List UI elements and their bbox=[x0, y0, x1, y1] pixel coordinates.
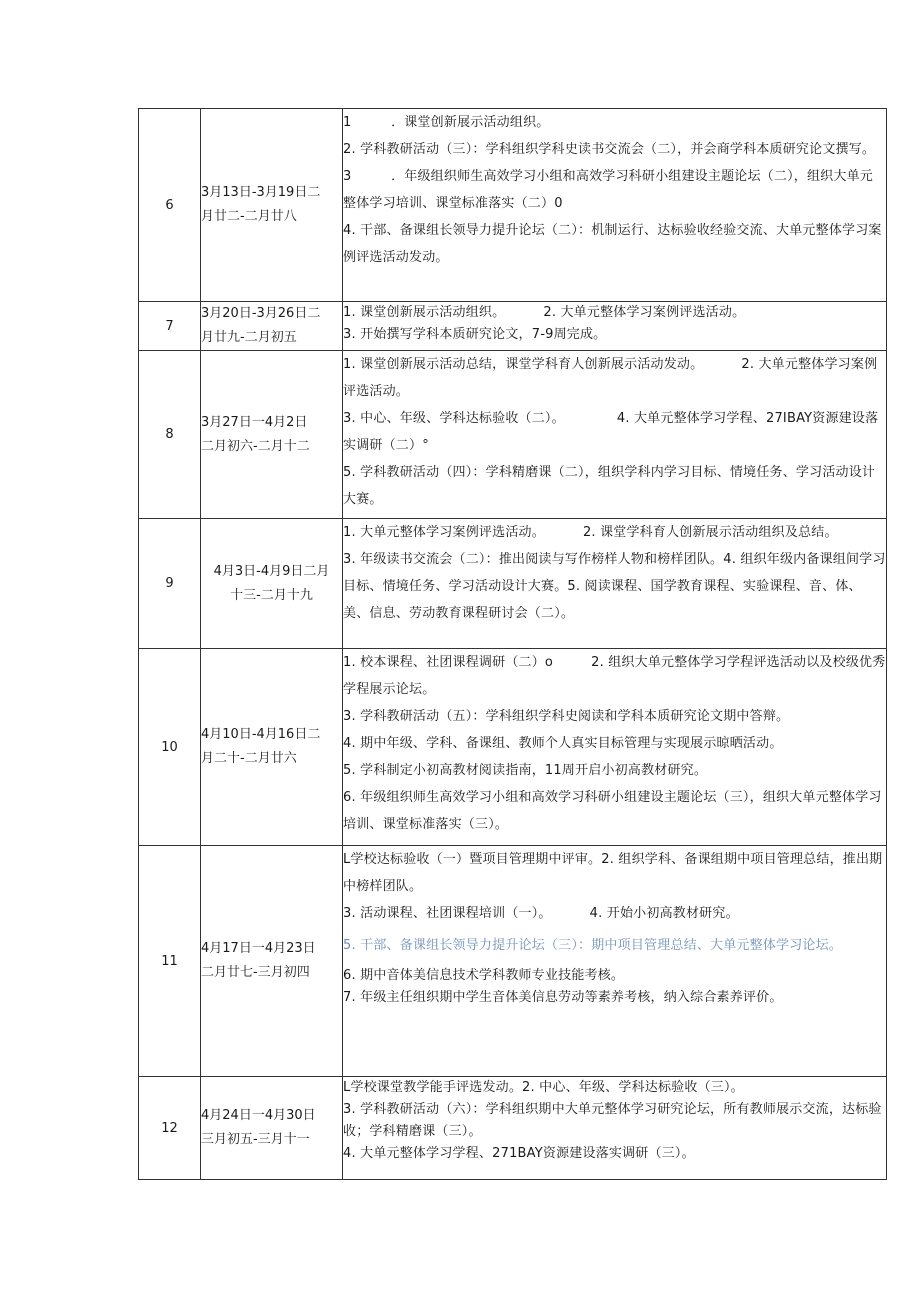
task-list bbox=[343, 649, 887, 846]
task-text: 2. 大单元整体学习案例评选活动。 bbox=[343, 357, 878, 399]
week-number: 10 bbox=[139, 649, 201, 846]
date-range bbox=[201, 1077, 343, 1180]
task-item: 1 ．课堂创新展示活动组织。 bbox=[343, 115, 550, 130]
date-line: 4月3日-4月9日二月 bbox=[213, 563, 330, 579]
date-line: 三月初五-三月十一 bbox=[201, 1132, 310, 1147]
task-item: 6. 期中音体美信息技术学科教师专业技能考核。 bbox=[343, 968, 625, 983]
week-number: 12 bbox=[139, 1077, 201, 1180]
date-line: 月廿二-二月廿八 bbox=[201, 209, 297, 224]
schedule-table bbox=[138, 108, 887, 1180]
task-item: 3. 学科教研活动（六）：学科组织期中大单元整体学习研究论坛，所有教师展示交流，达标验收；学科精磨课（三）。 bbox=[343, 1102, 882, 1139]
date-range bbox=[201, 519, 343, 649]
task-item bbox=[343, 649, 886, 703]
date-range bbox=[201, 302, 343, 351]
task-item: 7. 年级主任组织期中学生音体美信息劳动等素养考核，纳入综合素养评价。 bbox=[343, 990, 783, 1005]
task-text: 1. 课堂创新展示活动组织。 bbox=[343, 305, 506, 320]
task-item: 5. 学科制定小初高教材阅读指南，11周开启小初高教材研究。 bbox=[343, 763, 708, 778]
week-number: 6 bbox=[139, 109, 201, 302]
task-text: 4. 大单元整体学习学程、27IBAY资源建设落实调研（二）° bbox=[343, 411, 879, 453]
week-number: 11 bbox=[139, 846, 201, 1077]
week-number: 7 bbox=[139, 302, 201, 351]
task-list bbox=[343, 1077, 887, 1180]
task-item: 4. 期中年级、学科、备课组、教师个人真实目标管理与实现展示晾晒活动。 bbox=[343, 736, 783, 751]
week-number: 8 bbox=[139, 351, 201, 519]
date-line: 3月13日-3月19日二 bbox=[201, 185, 321, 200]
task-item: 6. 年级组织师生高效学习小组和高效学习科研小组建设主题论坛（三），组织大单元整体学习培训、课堂标准落实（三）。 bbox=[343, 790, 882, 832]
task-list bbox=[343, 519, 887, 649]
task-item: 3. 开始撰写学科本质研究论文，7-9周完成。 bbox=[343, 327, 607, 342]
task-text: 1. 校本课程、社团课程调研（二）o bbox=[343, 655, 554, 670]
table-row bbox=[139, 302, 887, 351]
table-row bbox=[139, 351, 887, 519]
table-row bbox=[139, 109, 887, 302]
task-item: L学校课堂教学能手评选发动。2. 中心、年级、学科达标验收（三）。 bbox=[343, 1080, 744, 1095]
task-item: 3. 学科教研活动（五）：学科组织学科史阅读和学科本质研究论文期中答辩。 bbox=[343, 709, 790, 724]
task-list bbox=[343, 846, 887, 1077]
date-line: 二月廿七-三月初四 bbox=[201, 965, 310, 980]
task-item: 3. 年级读书交流会（二）：推出阅读与写作榜样人物和榜样团队。4. 组织年级内备课组间学习目标、情境任务、学习活动设计大赛。5. 阅读课程、国学教育课程、实验课程、音、体、美、信息、劳动教育课程研讨会（二）。 bbox=[343, 552, 886, 621]
date-line: 3月20日-3月26日二 bbox=[201, 306, 321, 321]
date-line: 月廿九-二月初五 bbox=[201, 330, 297, 345]
task-list bbox=[343, 302, 887, 351]
date-line: 4月17日一4月23日 bbox=[201, 941, 316, 956]
task-item: 4. 干部、备课组长领导力提升论坛（二）：机制运行、达标验收经验交流、大单元整体学习案例评选活动发动。 bbox=[343, 223, 882, 265]
date-range bbox=[201, 109, 343, 302]
task-text: 3. 活动课程、社团课程培训（一）。 bbox=[343, 906, 552, 921]
task-item: 5. 学科教研活动（四）：学科精磨课（二），组织学科内学习目标、情境任务、学习活动设计大赛。 bbox=[343, 465, 876, 507]
task-item bbox=[343, 405, 886, 459]
task-item bbox=[343, 900, 886, 927]
task-item bbox=[343, 302, 886, 324]
date-line: 月二十-二月廿六 bbox=[201, 751, 297, 766]
task-item: 4. 大单元整体学习学程、271BAY资源建设落实调研（三）。 bbox=[343, 1146, 695, 1161]
task-list bbox=[343, 351, 887, 519]
date-range bbox=[201, 351, 343, 519]
task-item: 2. 学科教研活动（三）：学科组织学科史读书交流会（二），并会商学科本质研究论文撰写。 bbox=[343, 142, 876, 157]
week-number: 9 bbox=[139, 519, 201, 649]
task-text: 2. 大单元整体学习案例评选活动。 bbox=[543, 305, 746, 320]
task-item: L学校达标验收（一）暨项目管理期中评审。2. 组织学科、备课组期中项目管理总结，推出期中榜样团队。 bbox=[343, 852, 883, 894]
task-text: 4. 开始小初高教材研究。 bbox=[589, 906, 739, 921]
task-text: 2. 课堂学科育人创新展示活动组织及总结。 bbox=[582, 525, 838, 540]
task-text: 1. 课堂创新展示活动总结，课堂学科育人创新展示活动发动。 bbox=[343, 357, 704, 372]
date-line: 二月初六-二月十二 bbox=[201, 438, 310, 454]
date-line: 3月27日一4月2日 bbox=[201, 414, 308, 430]
date-line: 十三-二月十九 bbox=[230, 587, 313, 603]
task-text: 1. 大单元整体学习案例评选活动。 bbox=[343, 525, 545, 540]
task-item-highlighted: 5. 干部、备课组长领导力提升论坛（三）：期中项目管理总结、大单元整体学习论坛。 bbox=[343, 938, 843, 953]
task-item bbox=[343, 519, 886, 546]
date-line: 4月24日一4月30日 bbox=[201, 1108, 316, 1123]
date-range bbox=[201, 649, 343, 846]
task-list bbox=[343, 109, 887, 302]
date-line: 4月10日-4月16日二 bbox=[201, 727, 321, 742]
task-item bbox=[343, 351, 886, 405]
task-text: 2. 组织大单元整体学习学程评选活动以及校级优秀学程展示论坛。 bbox=[343, 655, 886, 697]
table-row bbox=[139, 1077, 887, 1180]
table-row bbox=[139, 846, 887, 1077]
task-item: 3 ．年级组织师生高效学习小组和高效学习科研小组建设主题论坛（二），组织大单元整体学习培训、课堂标准落实（二）0 bbox=[343, 169, 873, 211]
task-text: 3. 中心、年级、学科达标验收（二）。 bbox=[343, 411, 565, 426]
table-row bbox=[139, 649, 887, 846]
table-row bbox=[139, 519, 887, 649]
date-range bbox=[201, 846, 343, 1077]
